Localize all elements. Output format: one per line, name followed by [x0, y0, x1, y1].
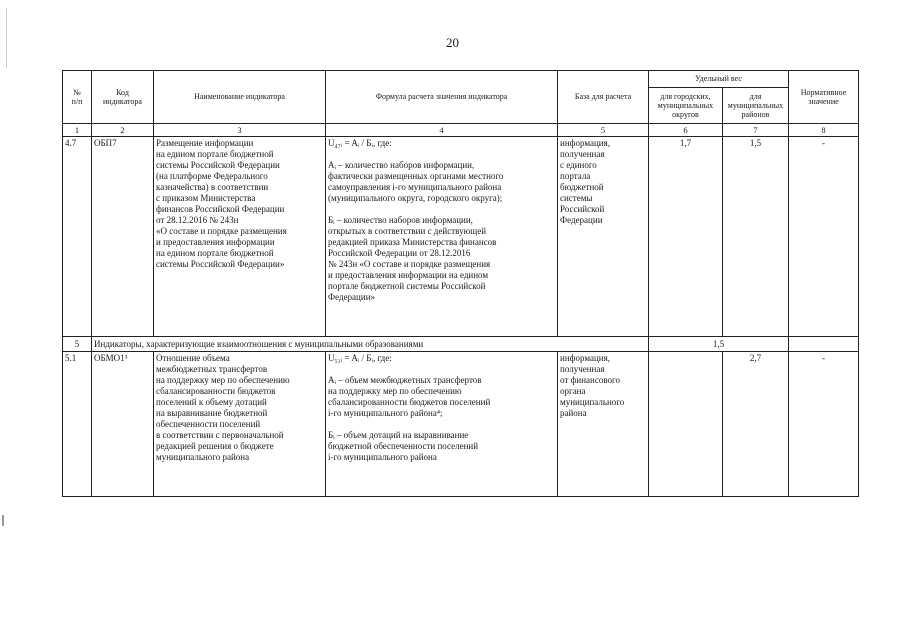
col-number: 4 [326, 124, 558, 137]
section-weight: 1,5 [649, 337, 789, 352]
indicators-table [62, 70, 859, 497]
section-num: 5 [63, 337, 92, 352]
row-weight-district: 1,5 [723, 137, 789, 337]
col-number: 1 [63, 124, 92, 137]
row-num: 4.7 [63, 137, 92, 337]
header-num: № п/п [63, 71, 92, 124]
table-row-5-1 [63, 352, 859, 497]
section-norm-empty [789, 337, 859, 352]
row-norm: - [789, 352, 859, 497]
header-weight-city: для городских, муниципальных округов [649, 88, 723, 124]
row-code: ОБП7 [92, 137, 154, 337]
row-norm: - [789, 137, 859, 337]
header-base: База для расчета [558, 71, 649, 124]
header-row-1 [63, 71, 859, 88]
row-weight-city: 1,7 [649, 137, 723, 337]
header-formula: Формула расчета значения индикатора [326, 71, 558, 124]
col-number: 3 [154, 124, 326, 137]
section-title: Индикаторы, характеризующие взаимоотношения с муниципальными образованиями [92, 337, 649, 352]
header-name: Наименование индикатора [154, 71, 326, 124]
row-weight-district: 2,7 [723, 352, 789, 497]
row-weight-city [649, 352, 723, 497]
table-row-4-7 [63, 137, 859, 337]
section-row-5 [63, 337, 859, 352]
col-number: 7 [723, 124, 789, 137]
column-numbers-row [63, 124, 859, 137]
col-number: 2 [92, 124, 154, 137]
header-weight-district: для муниципальных районов [723, 88, 789, 124]
row-formula: U₄₇ᵢ = Aᵢ / Бᵢ, где: Aᵢ – количество наборов информации, фактически размещенных органами местного самоуправления i-го муниципального района (муниципального округа, городского округа); Бᵢ – количество наборов информации, открытых в соответствии с действующей редакцией приказа Министерства финансов Российской Федерации от 28.12.2016 № 243н «О составе и порядке размещения и предоставления информации на едином портале бюджетной системы Российской Федерации» [326, 137, 558, 337]
row-formula: U₅₁ᵢ = Aᵢ / Бᵢ, где: Aᵢ – объем межбюджетных трансфертов на поддержку мер по обеспечению сбалансированности бюджетов поселений i-го муниципального района⁴; Бᵢ – объем дотаций на выравнивание бюджетной обеспеченности поселений i-го муниципального района [326, 352, 558, 497]
col-number: 8 [789, 124, 859, 137]
header-norm: Нормативное значение [789, 71, 859, 124]
row-name: Отношение объема межбюджетных трансфертов на поддержку мер по обеспечению сбалансированности бюджетов поселений к объему дотаций на выравнивание бюджетной обеспеченности поселений в соответствии с первоначальной редакцией решения о бюджете муниципального района [154, 352, 326, 497]
row-base: информация, полученная от финансового органа муниципального района [558, 352, 649, 497]
page-number: 20 [446, 35, 459, 50]
row-num: 5.1 [63, 352, 92, 497]
row-name: Размещение информации на едином портале бюджетной системы Российской Федерации (на платформе Федерального казначейства) в соответствии с приказом Министерства финансов Российской Федерации от 28.12.2016 № 243н «О составе и порядке размещения и предоставления информации на едином портале бюджетной системы Российской Федерации» [154, 137, 326, 337]
row-code: ОБМО1³ [92, 352, 154, 497]
scan-margin-mark [2, 515, 4, 526]
col-number: 6 [649, 124, 723, 137]
header-weight: Удельный вес [649, 71, 789, 88]
header-code: Код индикатора [92, 71, 154, 124]
col-number: 5 [558, 124, 649, 137]
row-base: информация, полученная с единого портала бюджетной системы Российской Федерации [558, 137, 649, 337]
